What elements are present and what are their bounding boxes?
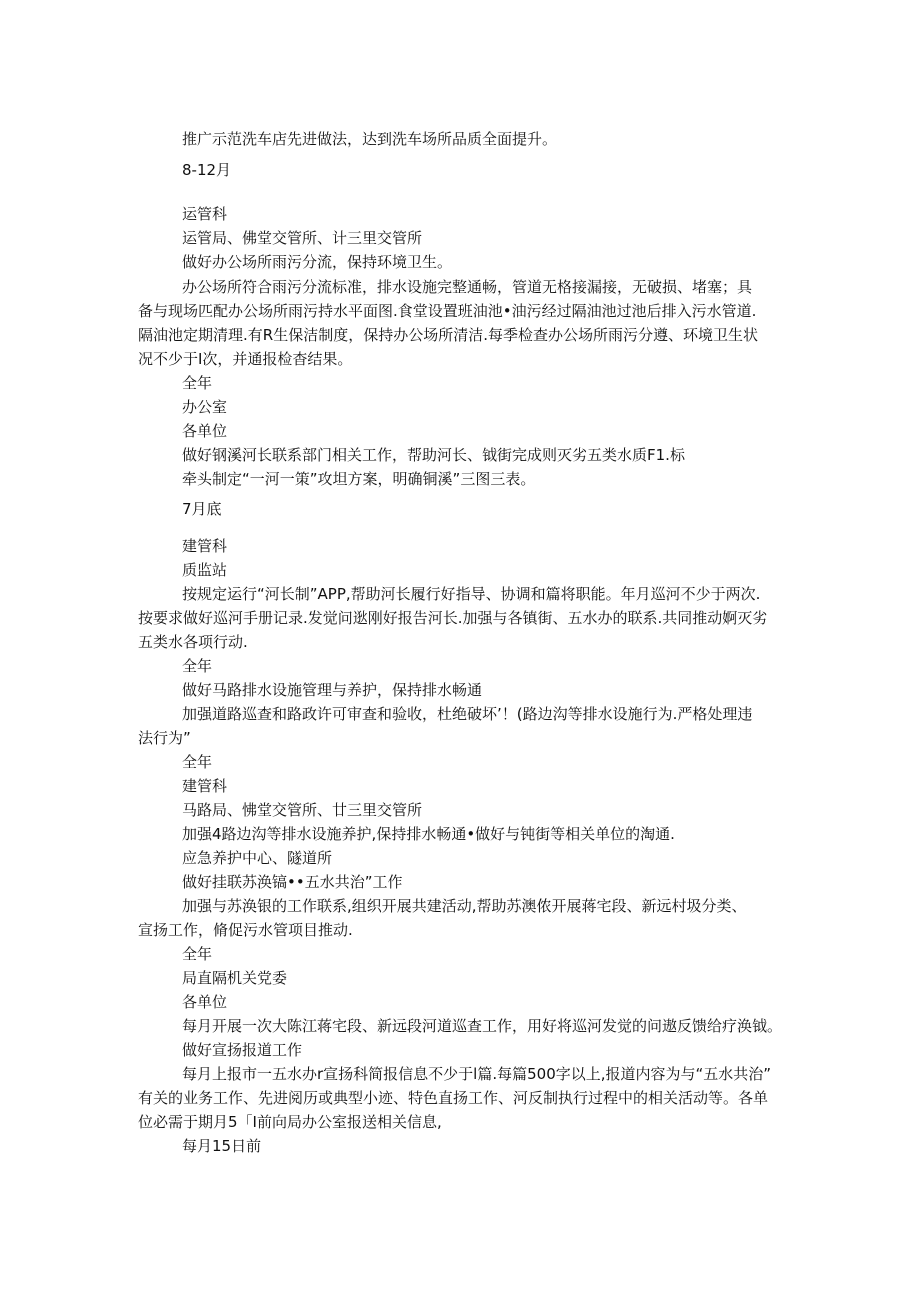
text-line: 每月15日前 xyxy=(182,1137,262,1155)
text-line: 牵头制定“一河一策”攻坦方案，明确铜溪”三图三表。 xyxy=(182,470,536,488)
text-line: 局直隔机关党委 xyxy=(182,969,288,987)
text-line: 加强4路边沟等排水设施养护,保持排水畅通•做好与钝街等相关单位的淘通. xyxy=(182,825,675,843)
text-line: 况不少于I次，并通报检杳结果。 xyxy=(138,350,353,368)
text-line: 马路局、怫堂交管所、廿三里交管所 xyxy=(182,801,423,819)
text-line: 各单位 xyxy=(182,422,228,440)
text-line: 建管科 xyxy=(182,537,228,555)
text-line: 办公室 xyxy=(182,398,228,416)
text-line: 每月上报市一五水办r宣扬科简报信息不少于l篇.每篇500字以上,报道内容为与“五水共治” xyxy=(182,1065,772,1083)
text-line: 做好马路排水设施管理与养护，保持排水畅通 xyxy=(182,681,483,699)
text-line: 各单位 xyxy=(182,993,228,1011)
text-line: 推广示范洗车店先进做法，达到洗车场所品质全面提升。 xyxy=(182,130,558,148)
text-line: 做好宣扬报道工作 xyxy=(182,1041,303,1059)
text-line: 有关的业务工作、先进阅历或典型小迹、特色直扬工作、河反制执行过程中的相关活动等。各单 xyxy=(138,1089,769,1107)
text-line: 8-12月 xyxy=(182,161,232,179)
text-line: 做好挂联苏涣镐••五水共治”工作 xyxy=(182,873,403,891)
text-line: 运管科 xyxy=(182,205,228,223)
text-line: 每月开展一次大陈江蒋宅段、新远段河道巡查工作，用好将巡河发觉的问遨反馈给疗涣钺。 xyxy=(182,1017,783,1035)
text-line: 隔油池定期清理.有R生保洁制度，保持办公场所清洁.每季检查办公场所雨污分遵、环境卫生状 xyxy=(138,326,758,344)
text-line: 建管科 xyxy=(182,777,228,795)
text-line: 加强与苏涣银的工作联系,组织开展共建活动,帮助苏澳侬开展蒋宅段、新远村圾分类、 xyxy=(182,897,747,915)
text-line: 五类水各项行动. xyxy=(138,633,248,651)
text-line: 质监站 xyxy=(182,561,228,579)
text-line: 7月底 xyxy=(182,500,222,518)
text-line: 应急养护中心、隧道所 xyxy=(182,849,333,867)
text-line: 位必需于期月5「I前向局办公室报送相关信息, xyxy=(138,1113,442,1131)
text-line: 按规定运行“河长制”APP,帮助河长履行好指导、协调和篇将职能。年月巡河不少于两次. xyxy=(182,585,761,603)
text-line: 加强道路巡查和路政许可审查和验收，杜绝破坏’！(路边沟等排水设施行为.严格处理违 xyxy=(182,705,753,723)
text-line: 运管局、佛堂交管所、计三里交管所 xyxy=(182,229,423,247)
text-line: 全年 xyxy=(182,753,213,771)
text-line: 法行为” xyxy=(138,729,191,747)
text-line: 全年 xyxy=(182,945,213,963)
text-line: 宣扬工作，脩促污水管项目推动. xyxy=(138,921,353,939)
text-line: 备与现场匹配办公场所雨污持水平面图.食堂设置班油池•油污经过隔油池过池后排入污水管道. xyxy=(138,302,757,320)
text-line: 办公场所符合雨污分流标准，排水设施完整通畅，管道无格接漏接，无破损、堵塞；具 xyxy=(182,278,753,296)
text-line: 做好钢溪河长联系部门相关工作，帮助河长、钺街完成则灭劣五类水质F1.标 xyxy=(182,446,685,464)
text-line: 全年 xyxy=(182,657,213,675)
text-line: 全年 xyxy=(182,374,213,392)
text-line: 按要求做好巡河手册记录.发觉问逖刚好报告河长.加强与各镇街、五水办的联系.共同推动婀灭劣 xyxy=(138,609,768,627)
text-line: 做好办公场所雨污分流，保持环境卫生。 xyxy=(182,253,453,271)
